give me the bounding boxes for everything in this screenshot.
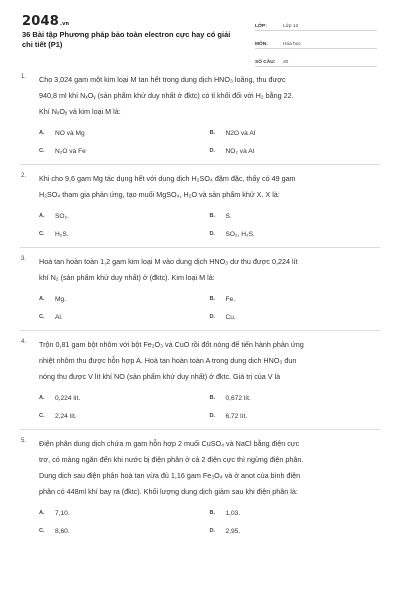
option-letter: B.: [209, 395, 216, 401]
question-item: [0, 436, 400, 540]
answer-options: [39, 504, 380, 540]
option-letter: D.: [209, 413, 216, 419]
option-letter: A.: [39, 296, 45, 302]
question-number: 3.: [21, 256, 27, 262]
option-letter: D.: [209, 528, 216, 534]
question-text: [39, 72, 380, 120]
option-letter: B.: [209, 213, 216, 219]
question-divider: [20, 429, 380, 430]
option-letter: C.: [39, 148, 45, 154]
question-line: 940,8 ml khí NₓOᵧ (sản phẩm khử duy nhất ở đktc) có tỉ khối đối với H₂ bằng 22.: [39, 91, 294, 100]
option-text: H₂S.: [55, 230, 69, 238]
option-text: N₂O và Fe: [55, 147, 86, 155]
option-text: 0,672 lít.: [225, 394, 251, 402]
option-row: [39, 124, 380, 142]
question-divider: [20, 164, 380, 165]
question-number: 5.: [21, 438, 27, 444]
meta-value: Lớp 12: [283, 24, 299, 29]
option-text: Cu.: [225, 313, 236, 321]
option-letter: A.: [39, 213, 45, 219]
question-line: Dung dịch sau điện phân hoà tan vừa đủ 1,16 gam Fe₃O₄ và ở anot của bình điện: [39, 471, 301, 480]
answer-option[interactable]: [39, 213, 210, 220]
answer-option[interactable]: [39, 528, 210, 535]
option-letter: D.: [209, 148, 216, 154]
question-text: [39, 436, 380, 500]
answer-option[interactable]: [39, 130, 210, 137]
option-text: 7,10.: [55, 509, 70, 517]
answer-option[interactable]: [39, 395, 210, 402]
question-number: 4.: [21, 339, 27, 345]
question-line: phân có 448ml khí bay ra (đktc). Khối lượng dung dịch giảm sau khi điện phân là:: [39, 487, 298, 496]
answer-option[interactable]: [39, 296, 210, 303]
meta-key: SỐ CÂU:: [255, 60, 276, 65]
option-text: NO₂ và Al: [225, 147, 255, 155]
option-row: [39, 142, 380, 160]
option-text: 1,03.: [225, 509, 241, 517]
question-item: [0, 254, 400, 326]
answer-option[interactable]: [39, 314, 210, 321]
question-text: [39, 254, 380, 286]
answer-option[interactable]: [210, 395, 381, 402]
answer-options: [39, 207, 380, 243]
meta-row-subject: [255, 34, 377, 49]
meta-key: LỚP:: [255, 24, 267, 29]
option-row: [39, 407, 380, 425]
option-text: 6,72 lít.: [225, 412, 248, 420]
option-letter: B.: [209, 510, 216, 516]
meta-value: Hóa học: [283, 42, 301, 47]
question-line: nóng thu được V lít khí NO (sản phẩm khử duy nhất) ở đktc. Giá trị của V là: [39, 372, 281, 381]
option-row: [39, 522, 380, 540]
question-line: Khí NₓOᵧ và kim loại M là:: [39, 107, 121, 116]
question-number: 1.: [21, 74, 27, 80]
page-header: [0, 0, 400, 68]
option-letter: C.: [39, 314, 45, 320]
answer-option[interactable]: [210, 528, 381, 535]
answer-options: [39, 124, 380, 160]
question-line: trơ, có màng ngăn đến khi nước bị điện phân ở cả 2 điện cực thì ngừng điện phân.: [39, 455, 304, 464]
question-text: [39, 337, 380, 385]
option-letter: D.: [209, 231, 216, 237]
option-text: Fe.: [225, 295, 236, 303]
option-row: [39, 389, 380, 407]
option-letter: C.: [39, 528, 45, 534]
option-text: SO₂, H₂S.: [225, 230, 255, 238]
meta-info: [255, 16, 377, 70]
option-letter: D.: [209, 314, 216, 320]
meta-row-class: [255, 16, 377, 31]
answer-option[interactable]: [210, 130, 381, 137]
answer-option[interactable]: [39, 510, 210, 517]
option-row: [39, 504, 380, 522]
question-line: Cho 3,024 gam một kim loại M tan hết trong dung dịch HNO₃ loãng, thu được: [39, 75, 286, 84]
option-text: 8,60.: [55, 527, 70, 535]
option-text: S.: [225, 212, 232, 220]
answer-option[interactable]: [210, 314, 381, 321]
meta-value: 20: [283, 60, 289, 65]
answer-option[interactable]: [39, 413, 210, 420]
option-text: 2,95.: [225, 527, 241, 535]
option-letter: A.: [39, 510, 45, 516]
question-divider: [20, 330, 380, 331]
question-item: [0, 337, 400, 425]
meta-key: MÔN:: [255, 42, 268, 47]
answer-option[interactable]: [210, 296, 381, 303]
meta-row-count: [255, 52, 377, 67]
option-text: Al.: [55, 313, 63, 321]
answer-option[interactable]: [210, 213, 381, 220]
option-text: NO và Mg: [55, 129, 85, 137]
option-row: [39, 207, 380, 225]
option-row: [39, 308, 380, 326]
option-letter: C.: [39, 413, 45, 419]
option-row: [39, 290, 380, 308]
question-list: [0, 72, 400, 540]
answer-option[interactable]: [210, 413, 381, 420]
question-divider: [20, 247, 380, 248]
question-item: [0, 171, 400, 243]
answer-option[interactable]: [210, 510, 381, 517]
option-letter: C.: [39, 231, 45, 237]
question-number: 2.: [21, 173, 27, 179]
option-text: N2O và Al: [225, 129, 256, 137]
question-line: Trộn 0,81 gam bột nhôm với bột Fe₂O₃ và CuO rồi đốt nóng để tiến hành phản ứng: [39, 340, 304, 349]
option-row: [39, 225, 380, 243]
question-item: [0, 72, 400, 160]
question-line: nhiệt nhôm thu được hỗn hợp A. Hoà tan hoàn toàn A trong dung dịch HNO₃ đun: [39, 356, 297, 365]
answer-options: [39, 290, 380, 326]
option-text: Mg.: [55, 295, 66, 303]
answer-option[interactable]: [210, 231, 381, 238]
question-line: Điện phân dung dịch chứa m gam hỗn hợp 2 muối CuSO₄ và NaCl bằng điện cực: [39, 439, 300, 448]
option-letter: B.: [209, 130, 216, 136]
answer-option[interactable]: [39, 148, 210, 155]
question-line: Khi cho 9,6 gam Mg tác dụng hết với dung dịch H₂SO₄ đậm đặc, thấy có 49 gam: [39, 174, 296, 183]
option-text: 0,224 lít.: [55, 394, 81, 402]
answer-option[interactable]: [210, 148, 381, 155]
option-text: SO₂.: [55, 212, 69, 220]
question-text: [39, 171, 380, 203]
answer-option[interactable]: [39, 231, 210, 238]
option-letter: A.: [39, 395, 45, 401]
answer-options: [39, 389, 380, 425]
option-letter: B.: [209, 296, 216, 302]
question-line: khí N₂ (sản phẩm khử duy nhất) ở (đktc). Kim loại M là:: [39, 273, 215, 282]
option-letter: A.: [39, 130, 45, 136]
option-text: 2,24 lít.: [55, 412, 77, 420]
question-line: Hoà tan hoàn toàn 1,2 gam kim loại M vào dung dịch HNO₃ dư thu được 0,224 lít: [39, 257, 298, 266]
site-logo[interactable]: 2048.vn: [22, 14, 70, 29]
question-line: H₂SO₄ tham gia phản ứng, tạo muối MgSO₄, H₂O và sản phẩm khử X. X là:: [39, 190, 280, 199]
page-title: 36 Bài tập Phương pháp bảo toàn electron cực hay có giải chi tiết (P1): [22, 30, 231, 49]
